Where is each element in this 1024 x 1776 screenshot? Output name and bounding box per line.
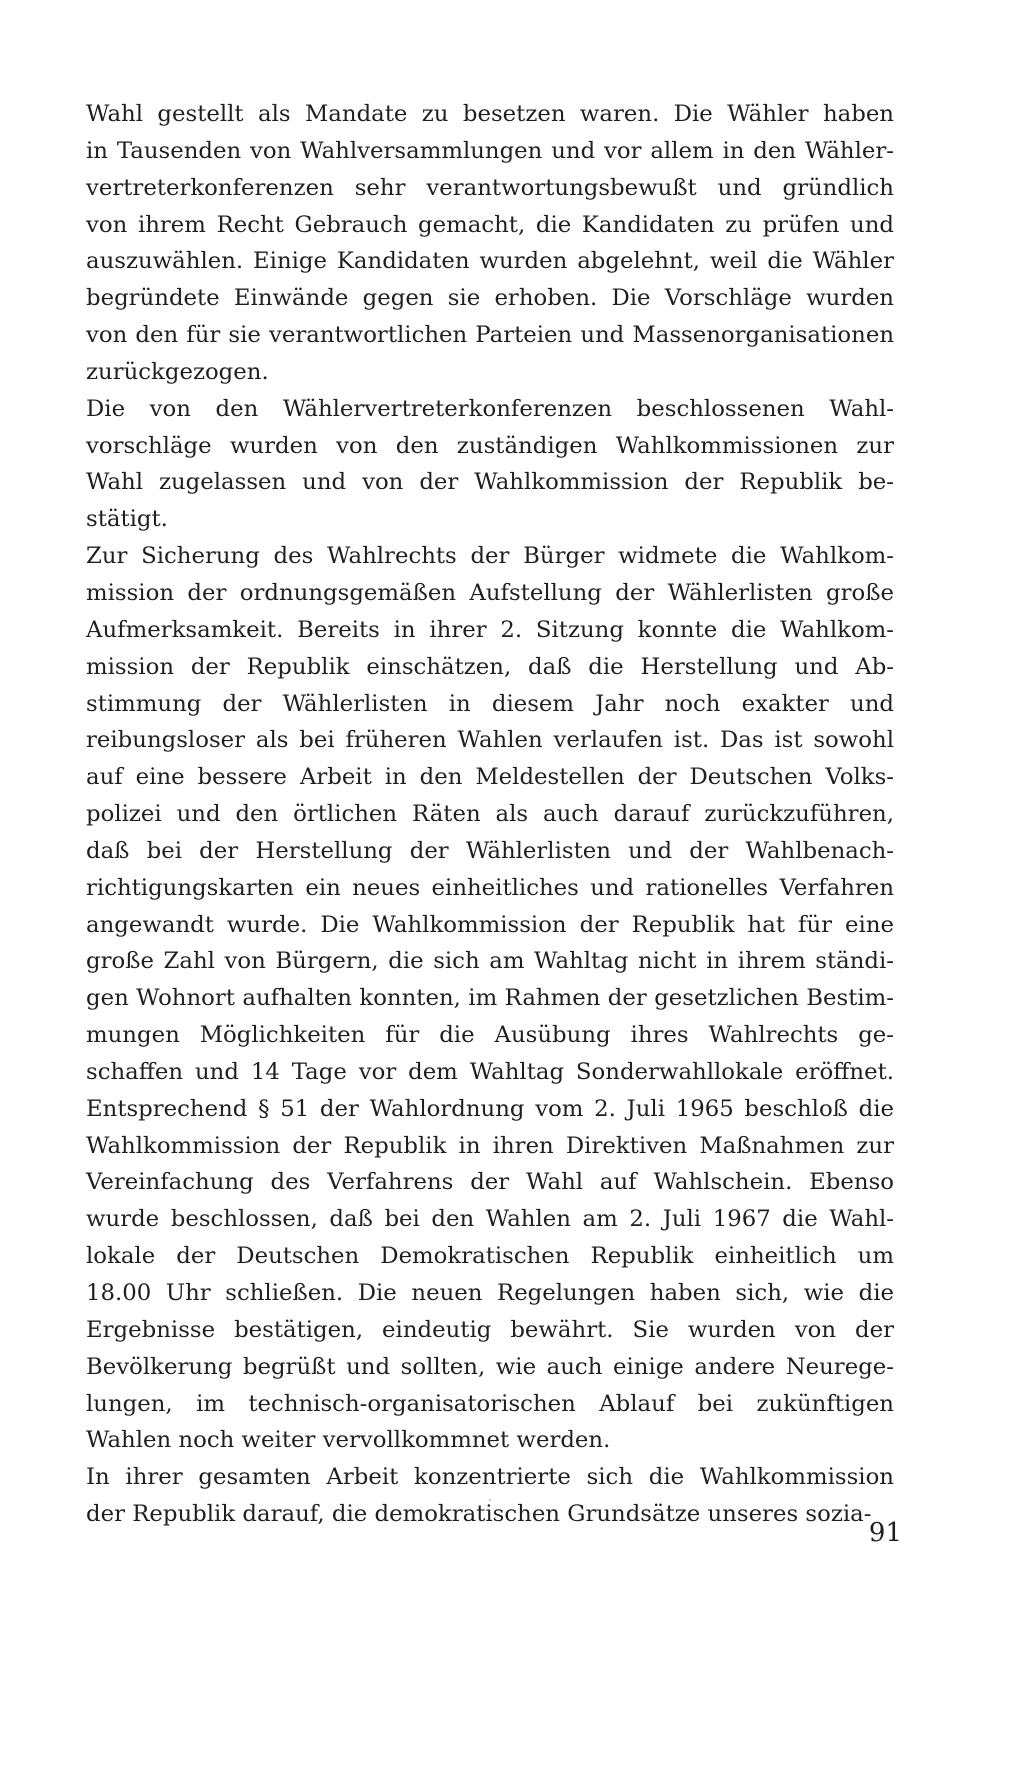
text-line: Ergebnisse bestätigen, eindeutig bewährt. Sie wurden von der — [86, 1316, 894, 1343]
text-line: Wahl zugelassen und von der Wahlkommission der Republik be- — [86, 469, 894, 496]
text-line: mission der Republik einschätzen, daß die Herstellung und Ab- — [86, 653, 894, 680]
text-line: mungen Möglichkeiten für die Ausübung ihres Wahlrechts ge- — [86, 1022, 894, 1049]
text-line: große Zahl von Bürgern, die sich am Wahltag nicht in ihrem ständi- — [86, 948, 894, 975]
text-line: der Republik darauf, die demokratischen Grundsätze unseres sozia- — [86, 1501, 872, 1528]
text-line: polizei und den örtlichen Räten als auch darauf zurückzuführen, — [86, 801, 894, 828]
text-line: zurückgezogen. — [86, 358, 269, 385]
text-line: wurde beschlossen, daß bei den Wahlen am 2. Juli 1967 die Wahl- — [86, 1206, 894, 1233]
text-line: Wahlen noch weiter vervollkommnet werden. — [86, 1427, 611, 1454]
text-line: lokale der Deutschen Demokratischen Republik einheitlich um — [86, 1243, 894, 1270]
text-line: lungen, im technisch-organisatorischen Ablauf bei zukünftigen — [86, 1390, 894, 1417]
paper-speck — [489, 1499, 491, 1501]
text-line: in Tausenden von Wahlversammlungen und vor allem in den Wähler- — [86, 137, 894, 164]
text-line: vorschläge wurden von den zuständigen Wahlkommissionen zur — [86, 432, 894, 459]
text-line: von den für sie verantwortlichen Parteien und Massenorganisationen — [86, 322, 894, 349]
text-line: richtigungskarten ein neues einheitliches und rationelles Verfahren — [86, 874, 894, 901]
text-line: angewandt wurde. Die Wahlkommission der Republik hat für eine — [86, 911, 894, 938]
text-line: Zur Sicherung des Wahlrechts der Bürger widmete die Wahlkom- — [86, 543, 894, 570]
text-line: gen Wohnort aufhalten konnten, im Rahmen der gesetzlichen Bestim- — [86, 985, 894, 1012]
text-line: stimmung der Wählerlisten in diesem Jahr noch exakter und — [86, 690, 894, 717]
text-line: Die von den Wählervertreterkonferenzen beschlossenen Wahl- — [86, 395, 894, 422]
text-line: schaffen und 14 Tage vor dem Wahltag Sonderwahllokale eröffnet. — [86, 1058, 894, 1085]
text-line: begründete Einwände gegen sie erhoben. Die Vorschläge wurden — [86, 285, 894, 312]
text-line: Aufmerksamkeit. Bereits in ihrer 2. Sitzung konnte die Wahlkom- — [86, 616, 894, 643]
text-line: von ihrem Recht Gebrauch gemacht, die Kandidaten zu prüfen und — [86, 211, 894, 238]
text-line: vertreterkonferenzen sehr verantwortungsbewußt und gründlich — [86, 174, 894, 201]
text-line: Vereinfachung des Verfahrens der Wahl auf Wahlschein. Ebenso — [86, 1169, 894, 1196]
text-line: daß bei der Herstellung der Wählerlisten und der Wahlbenach- — [86, 837, 894, 864]
text-line: Entsprechend § 51 der Wahlordnung vom 2. Juli 1965 beschloß die — [86, 1095, 894, 1122]
text-line: Wahl gestellt als Mandate zu besetzen waren. Die Wähler haben — [86, 101, 894, 127]
page-number: 91 — [868, 1518, 902, 1548]
text-line: stätigt. — [86, 506, 168, 533]
text-line: 18.00 Uhr schließen. Die neuen Regelungen haben sich, wie die — [86, 1280, 894, 1306]
body-text — [86, 96, 894, 1533]
text-line: auf eine bessere Arbeit in den Meldestellen der Deutschen Volks- — [86, 764, 894, 791]
text-line: auszuwählen. Einige Kandidaten wurden abgelehnt, weil die Wähler — [86, 248, 894, 275]
text-line: reibungsloser als bei früheren Wahlen verlaufen ist. Das ist sowohl — [86, 727, 894, 754]
text-line: In ihrer gesamten Arbeit konzentrierte sich die Wahlkommission — [86, 1464, 894, 1491]
text-line: Wahlkommission der Republik in ihren Direktiven Maßnahmen zur — [86, 1132, 894, 1159]
text-line: mission der ordnungsgemäßen Aufstellung der Wählerlisten große — [86, 579, 894, 606]
text-line: Bevölkerung begrüßt und sollten, wie auch einige andere Neurege- — [86, 1353, 894, 1380]
